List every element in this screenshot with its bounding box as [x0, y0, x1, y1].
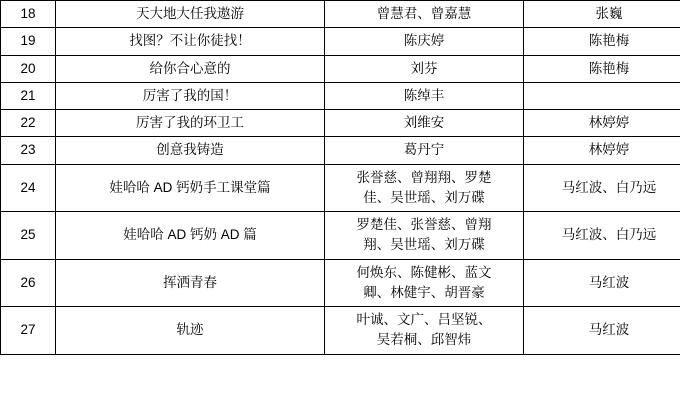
advisors-line: 陈艳梅 — [588, 60, 630, 76]
row-creators — [325, 212, 524, 260]
row-creators — [325, 137, 524, 164]
creators-line: 佳、吴世瑶、刘万碟 — [363, 189, 485, 205]
row-creators — [325, 164, 524, 212]
row-advisors — [524, 110, 680, 137]
row-creators — [325, 28, 524, 55]
row-index: 25 — [1, 212, 56, 260]
table-row — [1, 28, 680, 55]
row-creators — [325, 307, 524, 355]
table-body — [1, 1, 680, 355]
table-row — [1, 137, 680, 164]
row-index: 23 — [1, 137, 56, 164]
row-title: 创意我铸造 — [56, 137, 325, 164]
advisors-line: 马红波 — [588, 274, 630, 290]
row-index: 24 — [1, 164, 56, 212]
row-title: 娃哈哈 AD 钙奶 AD 篇 — [56, 212, 325, 260]
creators-line: 叶诚、文广、吕坚锐、 — [356, 312, 492, 327]
advisors-line: 张巍 — [595, 6, 623, 21]
creators-line: 翔、吴世瑶、刘万碟 — [363, 237, 485, 253]
creators-line: 陈庆婷 — [403, 33, 445, 49]
row-creators — [325, 1, 524, 28]
row-index: 20 — [1, 55, 56, 82]
row-advisors — [524, 55, 680, 82]
creators-line: 罗楚佳、张誉慈、曾翔 — [356, 217, 492, 232]
row-title: 厉害了我的国！ — [56, 82, 325, 109]
row-title: 厉害了我的环卫工 — [56, 110, 325, 137]
creators-line: 张誉慈、曾翔翔、罗楚 — [356, 169, 492, 185]
table-row — [1, 164, 680, 212]
row-advisors — [524, 28, 680, 55]
row-creators — [325, 259, 524, 307]
row-advisors — [524, 137, 680, 164]
row-creators — [325, 82, 524, 109]
row-title: 给你合心意的 — [56, 55, 325, 82]
table-row — [1, 259, 680, 307]
table-row — [1, 212, 680, 260]
table-row — [1, 307, 680, 355]
table-row — [1, 110, 680, 137]
creators-line: 陈绰丰 — [403, 87, 445, 103]
row-index: 27 — [1, 307, 56, 355]
creators-line: 刘芬 — [410, 60, 438, 76]
row-advisors — [524, 259, 680, 307]
row-index: 22 — [1, 110, 56, 137]
creators-line: 何焕东、陈健彬、蓝文 — [356, 264, 492, 280]
creators-line: 葛丹宁 — [403, 142, 445, 158]
row-advisors — [524, 82, 680, 109]
row-index: 21 — [1, 82, 56, 109]
row-creators — [325, 110, 524, 137]
table-row — [1, 1, 680, 28]
row-title: 轨迹 — [56, 307, 325, 355]
row-advisors — [524, 1, 680, 28]
row-title: 天大地大任我遨游 — [56, 1, 325, 28]
row-index: 18 — [1, 1, 56, 28]
row-title: 挥洒青春 — [56, 259, 325, 307]
advisors-line: 林婷婷 — [588, 142, 630, 158]
advisors-line: 陈艳梅 — [588, 33, 630, 49]
table-row — [1, 82, 680, 109]
creators-line: 吴若桐、邱智炜 — [376, 332, 472, 348]
row-title: 娃哈哈 AD 钙奶手工课堂篇 — [56, 164, 325, 212]
creators-line: 卿、林健宇、胡晋豪 — [363, 284, 485, 300]
row-creators — [325, 55, 524, 82]
row-index: 19 — [1, 28, 56, 55]
row-advisors — [524, 164, 680, 212]
row-advisors — [524, 212, 680, 260]
advisors-line: 马红波 — [588, 322, 630, 338]
row-title: 找图？不让你徒找！ — [56, 28, 325, 55]
advisors-line: 马红波、白乃远 — [561, 227, 657, 243]
advisors-line: 林婷婷 — [588, 115, 630, 130]
advisors-line: 马红波、白乃远 — [561, 179, 657, 195]
row-index: 26 — [1, 259, 56, 307]
row-advisors — [524, 307, 680, 355]
table-row — [1, 55, 680, 82]
creators-line: 刘维安 — [403, 115, 445, 130]
creators-line: 曾慧君、曾嘉慧 — [376, 6, 472, 21]
